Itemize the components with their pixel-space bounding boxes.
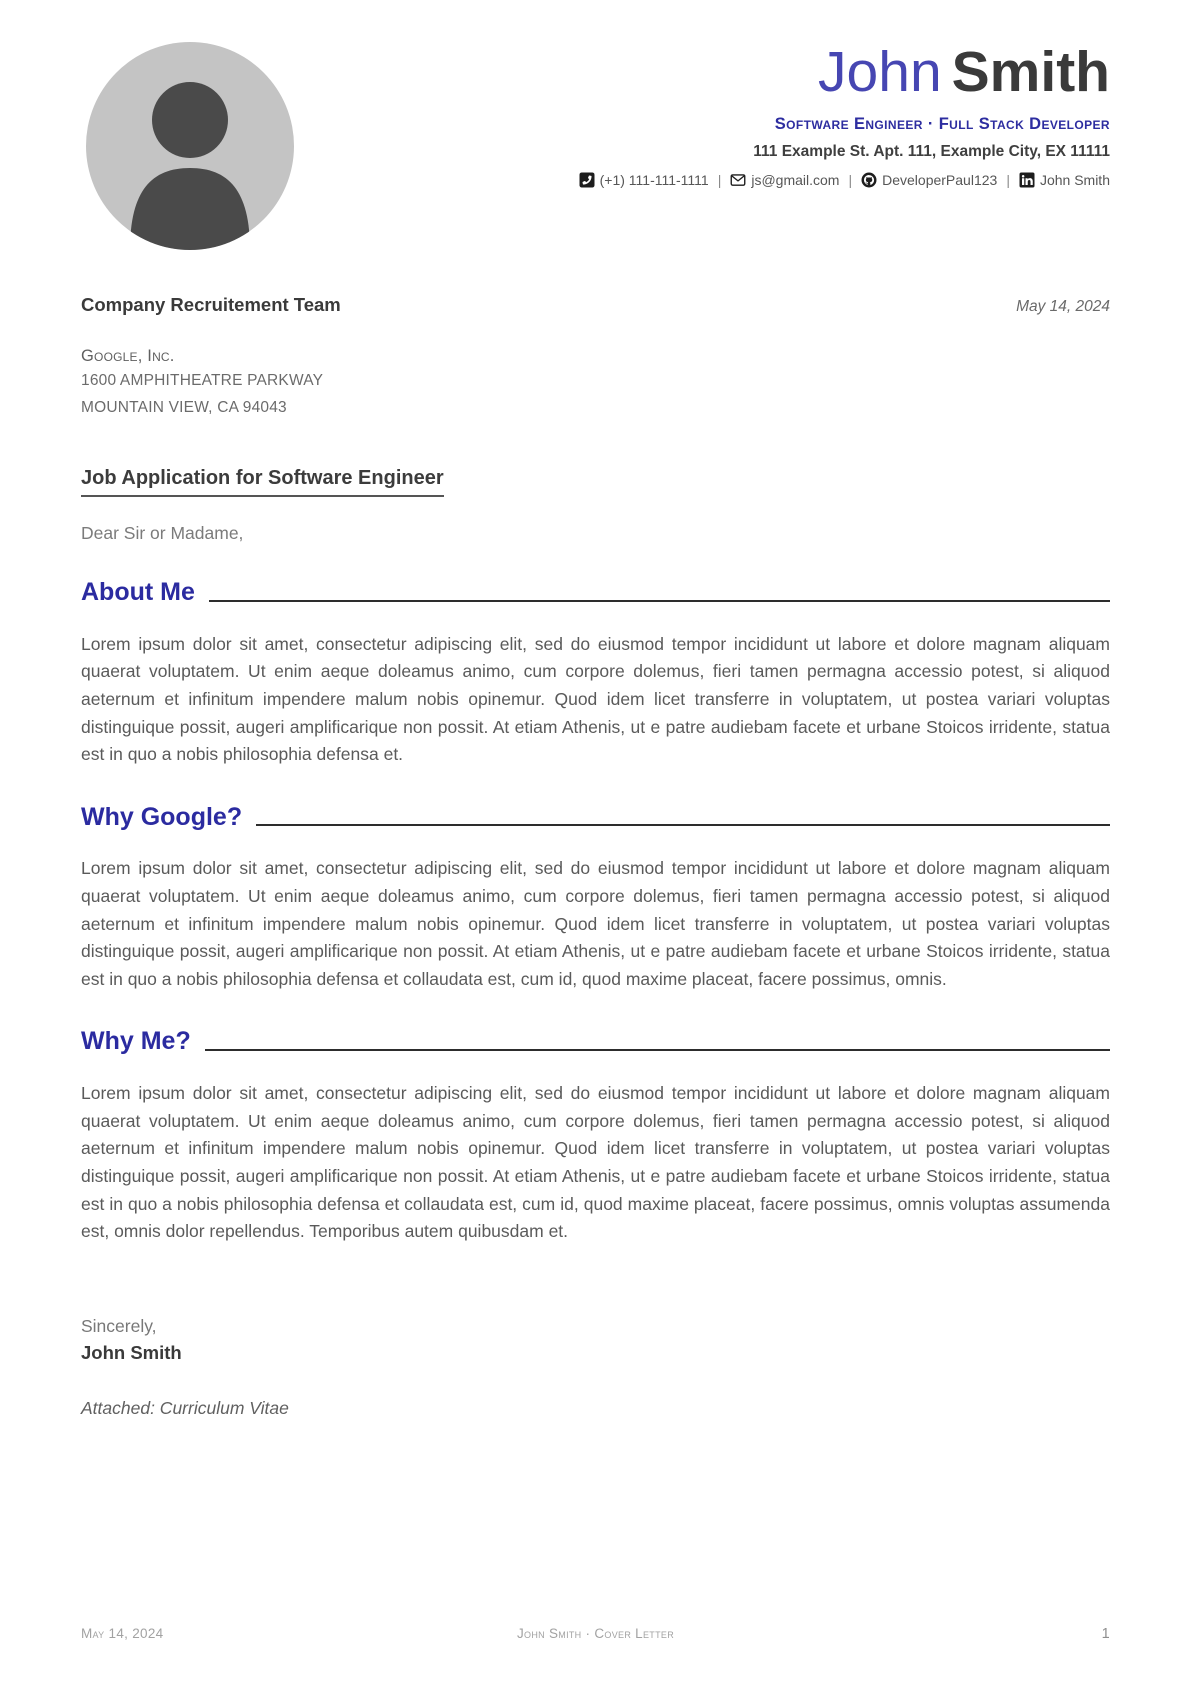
linkedin-name: John Smith bbox=[1039, 172, 1110, 188]
section-rule bbox=[209, 600, 1110, 602]
header-identity bbox=[294, 42, 1110, 188]
salutation: Dear Sir or Madame, bbox=[81, 523, 244, 543]
linkedin-icon bbox=[1019, 172, 1035, 188]
linkedin-contact[interactable] bbox=[1019, 172, 1110, 188]
person-silhouette-icon bbox=[86, 42, 294, 250]
section-about-me bbox=[81, 578, 1110, 769]
envelope-icon bbox=[730, 172, 746, 188]
email-address: js@gmail.com bbox=[751, 172, 840, 188]
contact-row bbox=[579, 172, 1110, 188]
section-title: About Me bbox=[81, 578, 195, 606]
section-heading bbox=[81, 1027, 1110, 1056]
github-contact[interactable] bbox=[861, 172, 997, 188]
position-subtitle: Software Engineer · Full Stack Developer bbox=[774, 115, 1110, 133]
contact-separator: | bbox=[717, 172, 722, 188]
section-rule bbox=[256, 824, 1110, 826]
first-name: John bbox=[818, 40, 942, 104]
letter-date: May 14, 2024 bbox=[1016, 298, 1110, 315]
closing-word: Sincerely, bbox=[81, 1315, 157, 1336]
github-username: DeveloperPaul123 bbox=[882, 172, 998, 188]
phone-contact[interactable] bbox=[579, 172, 709, 188]
section-title: Why Me? bbox=[81, 1027, 191, 1056]
section-why-me bbox=[81, 1027, 1110, 1245]
footer-title: John Smith · Cover Letter bbox=[516, 1626, 674, 1641]
section-rule bbox=[205, 1049, 1110, 1051]
page-title bbox=[818, 40, 1110, 104]
phone-number: (+1) 111-111-1111 bbox=[599, 172, 709, 188]
profile-photo bbox=[86, 42, 294, 250]
section-paragraph: Lorem ipsum dolor sit amet, consectetur adipiscing elit, sed do eiusmod tempor incididunt ut labore et dolore magnam aliquam quaerat voluptatem. Ut enim aeque doleamus animo, cum corpore dolemus, fieri tamen permagna accessio potest, si aliquod aeternum et infinitum impendere malum nobis opinemur. Quod idem licet transferre in voluptatem, ut postea variari voluptas distinguique possit, augeri amplificarique non possit. At etiam Athenis, ut e patre audiebam facete et urbane Stoicos irridente, statua est in quo a nobis philosophia defensa et. bbox=[81, 633, 1110, 765]
recipient-row bbox=[81, 294, 1110, 316]
email-contact[interactable] bbox=[730, 172, 839, 188]
contact-separator: | bbox=[1006, 172, 1010, 188]
github-icon bbox=[861, 172, 877, 188]
attachment-note: Attached: Curriculum Vitae bbox=[81, 1397, 289, 1418]
section-title: Why Google? bbox=[81, 802, 243, 831]
home-address: 111 Example St. Apt. 111, Example City, EX 11111 bbox=[753, 143, 1110, 160]
last-name: Smith bbox=[951, 40, 1110, 104]
recipient-address-line2: MOUNTAIN VIEW, CA 94043 bbox=[81, 399, 287, 416]
section-heading bbox=[81, 578, 1110, 607]
recipient-company: Google, Inc. bbox=[81, 347, 175, 365]
section-paragraph: Lorem ipsum dolor sit amet, consectetur adipiscing elit, sed do eiusmod tempor incididunt ut labore et dolore magnam aliquam quaerat voluptatem. Ut enim aeque doleamus animo, cum corpore dolemus, fieri tamen permagna accessio potest, si aliquod aeternum et infinitum impendere malum nobis opinemur. Quod idem licet transferre in voluptatem, ut postea variari voluptas distinguique possit, augeri amplificarique non possit. At etiam Athenis, ut e patre audiebam facete et urbane Stoicos irridente, statua est in quo a nobis philosophia defensa et collaudata est, cum id, quod maxime placeat, facere possimus, omnis. bbox=[81, 858, 1110, 989]
closing-block bbox=[81, 1316, 1110, 1364]
recipient-team: Company Recruitement Team bbox=[81, 294, 341, 315]
section-why-google bbox=[81, 803, 1110, 994]
page-footer bbox=[81, 1626, 1110, 1642]
section-heading bbox=[81, 803, 1110, 832]
footer-page-number: 1 bbox=[1101, 1626, 1110, 1642]
signature-name: John Smith bbox=[81, 1341, 182, 1363]
contact-separator: | bbox=[848, 172, 853, 188]
recipient-address bbox=[81, 367, 1110, 421]
header bbox=[81, 42, 1110, 250]
letter-subject: Job Application for Software Engineer bbox=[81, 467, 444, 497]
phone-square-icon bbox=[579, 172, 595, 188]
section-paragraph: Lorem ipsum dolor sit amet, consectetur adipiscing elit, sed do eiusmod tempor incididunt ut labore et dolore magnam aliquam quaerat voluptatem. Ut enim aeque doleamus animo, cum corpore dolemus, fieri tamen permagna accessio potest, si aliquod aeternum et infinitum impendere malum nobis opinemur. Quod idem licet transferre in voluptatem, ut postea variari voluptas distinguique possit, augeri amplificarique non possit. At etiam Athenis, ut e patre audiebam facete et urbane Stoicos irridente, statua est in quo a nobis philosophia defensa et collaudata est, cum id, quod maxime placeat, facere possimus, omnis voluptas assumenda est, omnis dolor repellendus. Temporibus autem quibusdam et. bbox=[81, 1083, 1110, 1242]
recipient-address-line1: 1600 AMPHITHEATRE PARKWAY bbox=[81, 372, 324, 389]
footer-date: May 14, 2024 bbox=[81, 1626, 164, 1641]
